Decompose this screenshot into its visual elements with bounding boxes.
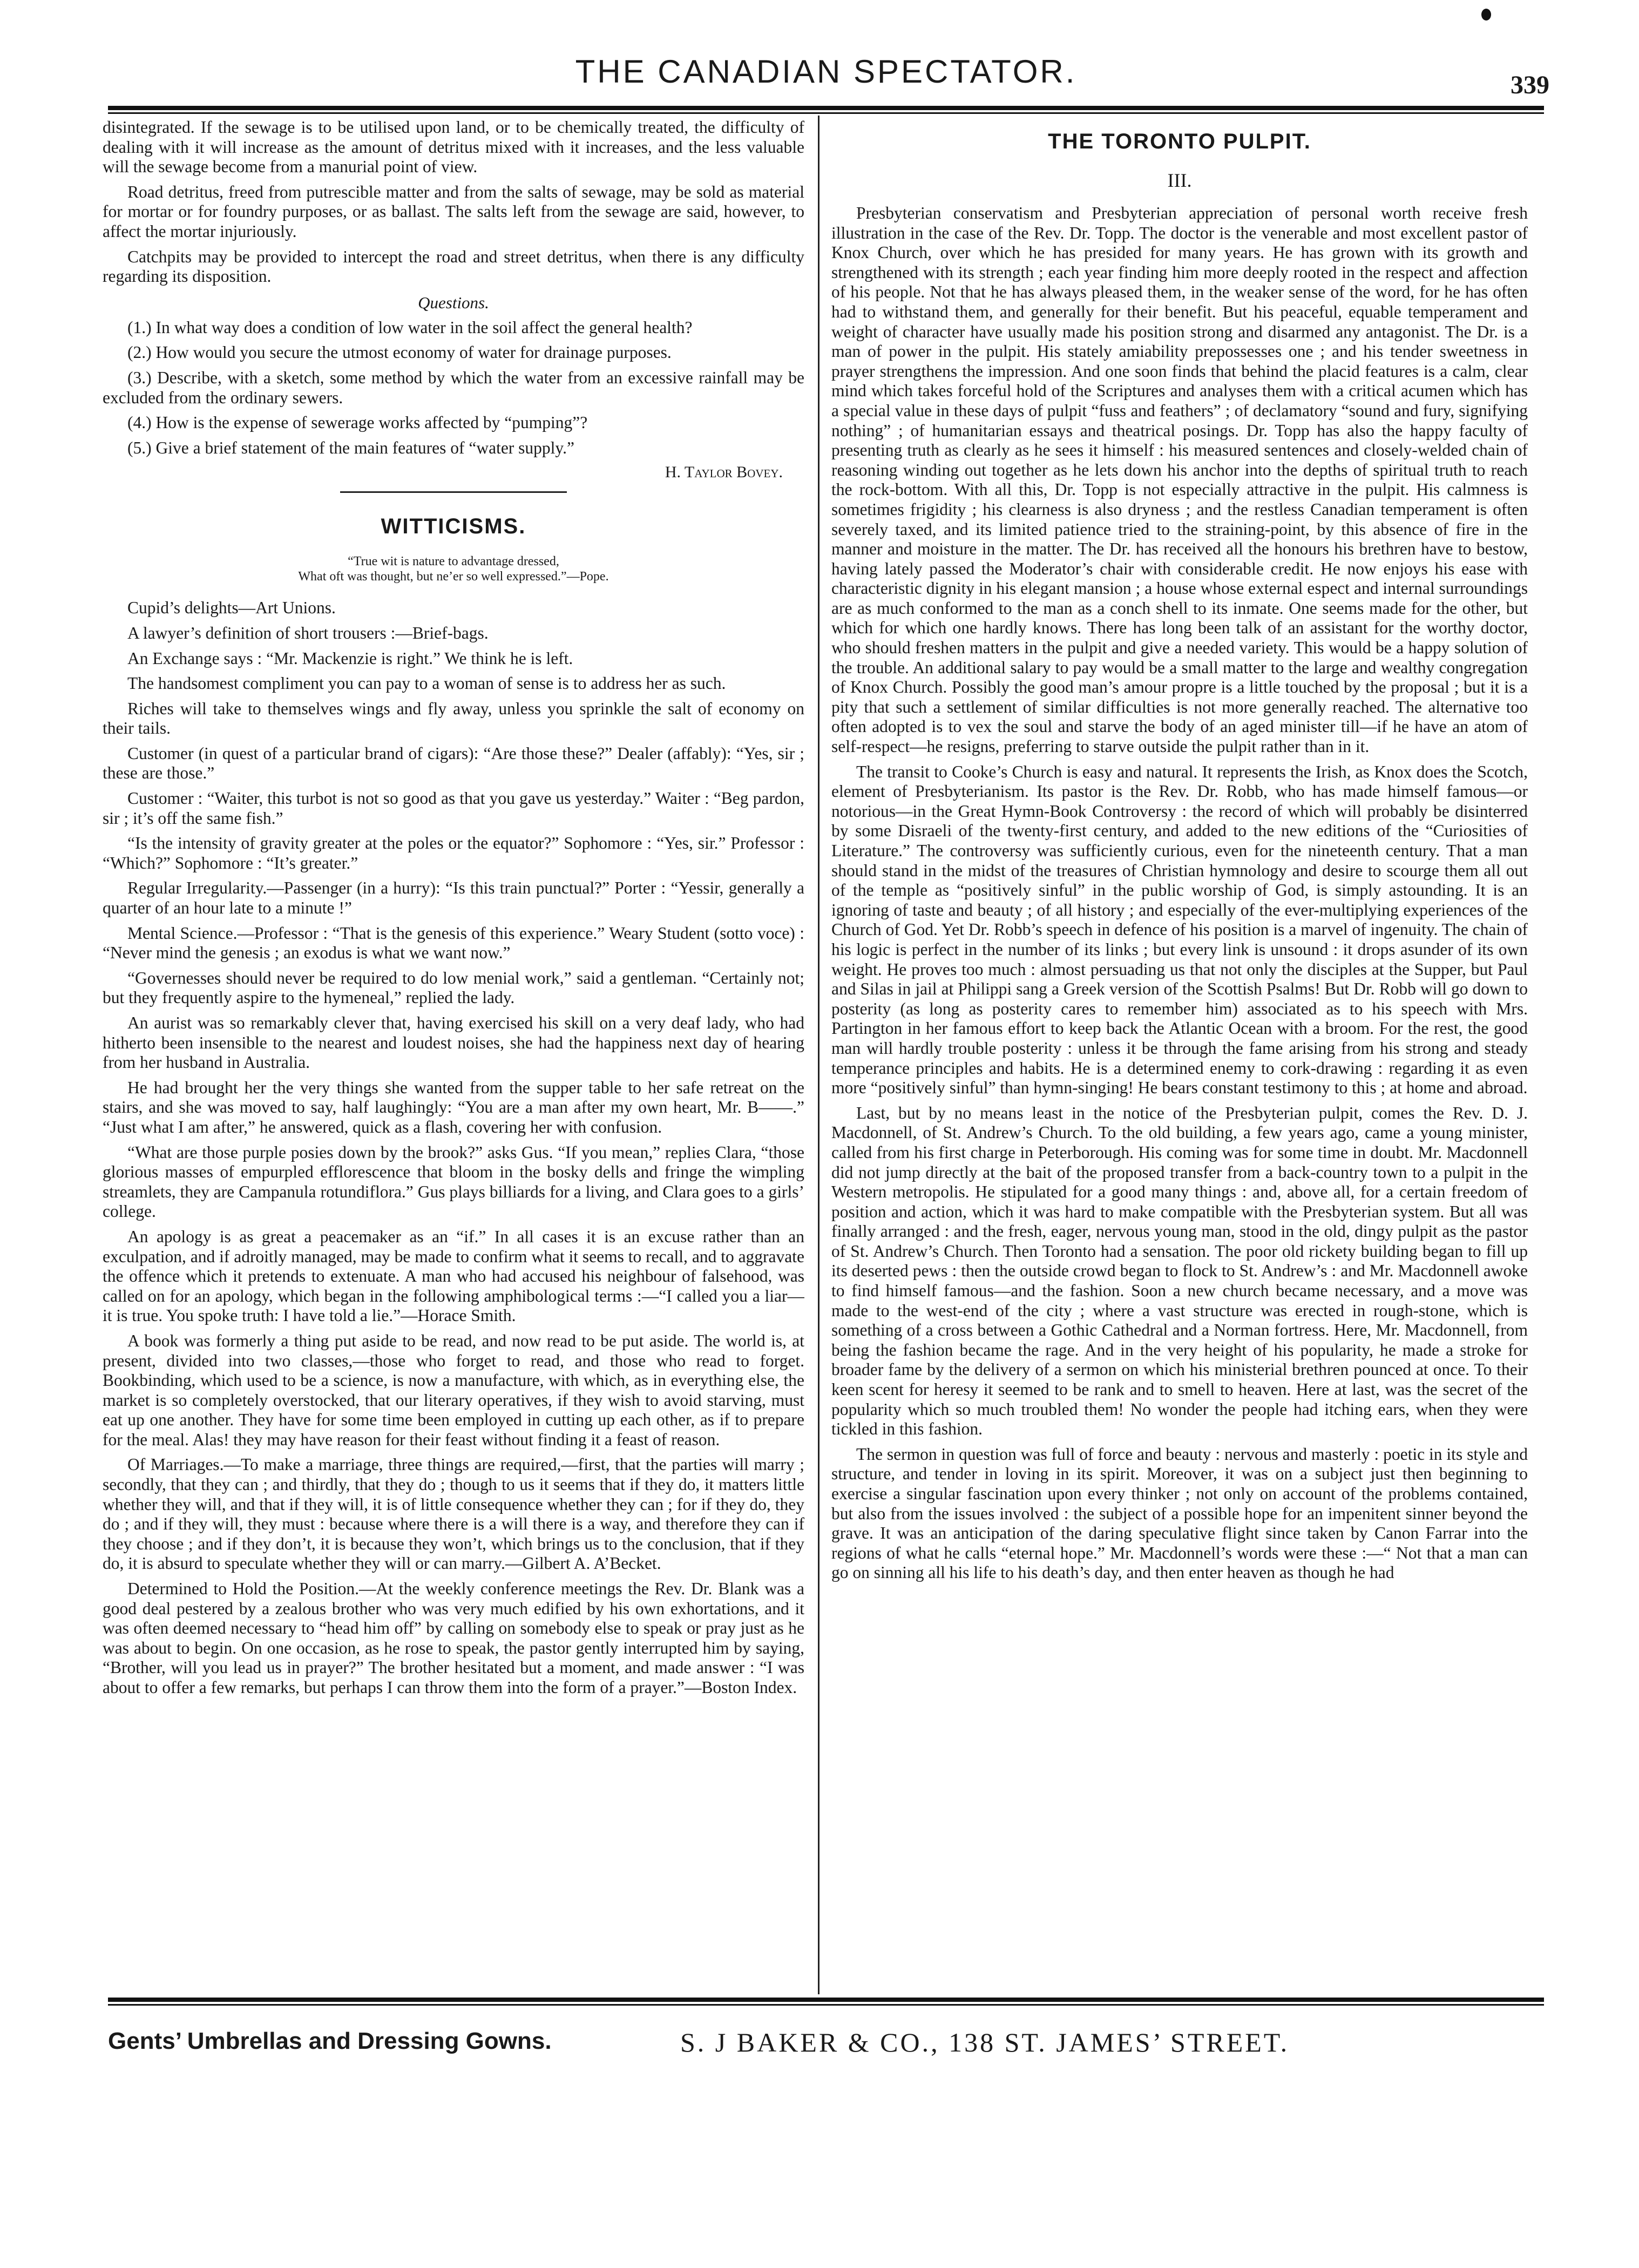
footer-rule-thick: [108, 1998, 1544, 2002]
epigraph-line: “True wit is nature to advantage dressed,: [348, 554, 559, 569]
footer-advertisement: [108, 2023, 1544, 2072]
article-part-number: III.: [1167, 170, 1192, 191]
paragraph: The transit to Cooke’s Church is easy and natural. It represents the Irish, as Knox does the Scotch, element of Presbyterianism. Its pastor is the Rev. Dr. Robb, who has made himself famous—or notorious—in the Great Hymn-Book Controversy : the record of which will probably be disinterred by some Disraeli of the twenty-first century, and added to the new editions of the “Curiosities of Literature.” The controversy was sufficiently curious, even for the nineteenth century. That a man should stand in the midst of the treasures of Christian hymnology and desire to scourge them all out of the temple as “positively sinful” in the public worship of God, is simply astounding. It is an ignoring of taste and beauty ; of all history ; and especially of the ever-multiplying experiences of the Church of God. Yet Dr. Robb’s speech in defence of his position is a marvel of ingenuity. The chain of his logic is perfect in the number of its links ; but every link is unsound : it drops asunder of its own weight. He proves too much : almost persuading us that not only the disciples at the Supper, but Paul and Silas in jail at Philippi sang a Greek version of the Scottish Psalms! But Dr. Robb will go down to posterity (as long as posterity cares to remember him) associated as to his speech with Mrs. Partington in her famous effort to keep back the Atlantic Ocean with a broom. For the rest, the good man will hardly trouble posterity : unless it be through the fame arising from his strong and steady temperance principles and habits. He is a determined enemy to cork-drawing : regarding it as even more “positively sinful” than hymn-singing! He bears constant testimony to this ; at home and abroad.: [831, 762, 1528, 1098]
witticism: “Is the intensity of gravity greater at the poles or the equator?” Sophomore : “Yes, sir.” Professor : “Which?” Sophomore : “It’s greater.”: [103, 834, 804, 872]
witticism: He had brought her the very things she wanted from the supper table to her safe retreat on the stairs, and she was moved to say, half laughingly: “You are a man after my own heart, Mr. B——.” “Just what I am after,” he answered, quick as a flash, covering her with confusion.: [103, 1078, 804, 1136]
paragraph: Presbyterian conservatism and Presbyterian appreciation of personal worth receive fresh illustration in the case of the Rev. Dr. Topp. The doctor is the venerable and most excellent pastor of Knox Church, over which he has presided for many years. He has grown with its growth and strengthened with its strength ; each year finding him more deeply rooted in the respect and affection of his people. Not that he has always pleased them, in the weaker sense of the word, for he has often had to withstand them, and generally for their benefit. But his peaceful, equable temperament and weight of character have usually made his position strong and disarmed any antagonist. The Dr. is a man of power in the pulpit. His stately amiability prepossesses one ; and his tender sweetness in prayer strengthens the impression. And one soon finds that behind the placid features is a calm, clear mind which takes forceful hold of the Scriptures and analyses them with a critical acumen which has a special value in these days of pulpit “fuss and feathers” ; of declamatory “sound and fury, signifying nothing” ; of humanitarian essays and theatrical posings. Dr. Topp has also the happy faculty of presenting truth as clearly as he sees it himself : his measured sentences and closely-welded chain of reasoning winding out together as he lets down his anchor into the depths of spiritual truth to reach the rock-bottom. With all this, Dr. Topp is not especially attractive in the pulpit. His calmness is sometimes frigidity ; his clearness is also dryness ; and the restless Canadian temperament is often severely taxed, and its limited patience tried to the straining-point, by this absence of fire in the manner and moisture in the matter. The Dr. has received all the honours his brethren have to bestow, having lately passed the Moderator’s chair with considerable credit. He now enjoys his ease with characteristic dignity in his elegant mansion ; a house whose external espect and internal surroundings are as much conformed to the man as a conch shell to its inmate. One seems made for the other, but which for which one hardly knows. There has long been talk of an assistant for the worthy doctor, who should freshen matters in the pulpit and give a needed variety. This would be a happy solution of the trouble. An additional salary to pay would be a small matter to the large and wealthy congregation of Knox Church. Possibly the good man’s amour propre is a little touched by the proposal ; but it is a pity that such a settlement of similar difficulties is not more generally reached. The alternative too often adopted is to vex the soul and starve the body of an aged minister till—if he have an atom of self-respect—he resigns, preferring to starve outside the pulpit rather than in it.: [831, 204, 1528, 756]
witticism: An apology is as great a peacemaker as an “if.” In all cases it is an excuse rather than an exculpation, and if adroitly managed, may be made to confirm what it seems to recall, and to aggravate the offence which it pretends to extenuate. A man who had accused his neighbour of falsehood, was called on for an apology, which began in the following amphibological terms :—“I called you a liar—it is true. You spoke truth: I have told a lie.”—Horace Smith.: [103, 1227, 804, 1325]
header-rule-thick: [108, 106, 1544, 110]
questions-heading: Questions.: [418, 293, 489, 312]
witticism: An aurist was so remarkably clever that, having exercised his skill on a very deaf lady, who had hitherto been insensible to the nearest and loudest noises, she had the happiness next day of hearing from her husband in Australia.: [103, 1013, 804, 1072]
article-title: THE TORONTO PULPIT.: [1048, 130, 1311, 153]
witticism: Customer (in quest of a particular brand of cigars): “Are those these?” Dealer (affably): “Yes, sir ; these are those.”: [103, 743, 804, 783]
witticism: Cupid’s delights—Art Unions.: [127, 598, 336, 618]
page-number: 339: [1511, 71, 1549, 99]
epigraph-line: What oft was thought, but ne’er so well expressed.”—Pope.: [298, 570, 609, 584]
paragraph: disintegrated. If the sewage is to be utilised upon land, or to be chemically treated, the difficulty of dealing with it will increase as the amount of detritus mixed with it increases, and the less valuable will the sewage become from a manurial point of view.: [103, 118, 804, 177]
footer-ad-right: S. J BAKER & CO., 138 ST. JAMES’ STREET.: [680, 2027, 1290, 2057]
witticism: Mental Science.—Professor : “That is the genesis of this experience.” Weary Student (sotto voce) : “Never mind the genesis ; an exodus is what we want now.”: [103, 923, 804, 963]
paragraph: Last, but by no means least in the notice of the Presbyterian pulpit, comes the Rev. D. J. Macdonnell, of St. Andrew’s Church. To the old building, a few years ago, came a young minister, called from his first charge in Peterborough. His coming was for some time in doubt. Mr. Macdonnell did not jump directly at the bait of the proposed transfer from a back-country town to a pulpit in the Western metropolis. He stipulated for a good many things : and, above all, for a certain freedom of position and action, which it was hard to make compatible with the Presbyterian system. But all was finally arranged : and the fresh, eager, nervous young man, stood in the old, dingy pulpit as the pastor of St. Andrew’s Church. Then Toronto had a sensation. The poor old rickety building began to fill up its deserted pews : then the outside crowd began to flock to St. Andrew’s : and Mr. Macdonnell awoke to find himself famous—and the fashion. Soon a new church became necessary, and a move was made to the west-end of the city ; where a vast structure was erected in rough-stone, which is something of a cross between a Gothic Cathedral and a Norman fortress. Here, Mr. Macdonnell, from being the fashion became the rage. And in the very height of his popularity, he made a stroke for broader fame by the delivery of a sermon on which his ministerial brethren pounced at once. To their keen scent for heresy it seemed to be rank and to smell to heaven. Here at last, was the secret of the popularity which so much troubled them! No wonder the people had itching ears, when they were tickled in this fashion.: [831, 1103, 1528, 1439]
witticism: Customer : “Waiter, this turbot is not so good as that you gave us yesterday.” Waiter : “Beg pardon, sir ; it’s off the same fish.”: [103, 789, 804, 828]
witticism: Riches will take to themselves wings and fly away, unless you sprinkle the salt of economy on their tails.: [103, 699, 804, 738]
witticism: “What are those purple posies down by the brook?” asks Gus. “If you mean,” replies Clara, “those glorious masses of empurpled efflorescence that bloom in the bosky dells and fringe the wimpling streamlets, they are Campanula rotundiflora.” Gus plays billiards for a living, and Clara goes to a girls’ college.: [103, 1142, 804, 1221]
witticism: A lawyer’s definition of short trousers :—Brief-bags.: [127, 623, 489, 642]
witticisms-title: WITTICISMS.: [381, 514, 526, 539]
paragraph: Road detritus, freed from putrescible matter and from the salts of sewage, may be sold as material for mortar or for foundry purposes, or as ballast. The salts left from the sewage are said, however, to affect the mortar injuriously.: [103, 182, 804, 241]
witticism: A book was formerly a thing put aside to be read, and now read to be put aside. The world is, at present, divided into two classes,—those who forget to read, and those who read to forget. Bookbinding, which used to be a science, is now a manufacture, with which, as in everything else, the market is so completely overstocked, that our literary operatives, if they wish to avoid starving, must eat up one another. They have for some time been employed in cutting up each other, as if to prepare for the meal. Alas! they may have reason for their feast without finding it a feast of reason.: [103, 1331, 804, 1449]
question-item: (3.) Describe, with a sketch, some method by which the water from an excessive rainfall may be excluded from the ordinary sewers.: [103, 368, 804, 407]
witticism: An Exchange says : “Mr. Mackenzie is right.” We think he is left.: [127, 648, 573, 668]
corner-mark: [1481, 9, 1491, 21]
witticism: Regular Irregularity.—Passenger (in a hurry): “Is this train punctual?” Porter : “Yessir, generally a quarter of an hour late to a minute !”: [103, 878, 804, 918]
footer-ad-left: Gents’ Umbrellas and Dressing Gowns.: [108, 2028, 552, 2054]
witticism: Determined to Hold the Position.—At the weekly conference meetings the Rev. Dr. Blank was a good deal pestered by a zealous brother who was very much edified by his own exhortations, and it was often deemed necessary to “head him off” by calling on somebody else to speak or pray just as he was about to begin. On one occasion, as he rose to speak, the pastor gently interrupted him by saying, “Brother, will you lead us in prayer?” The brother hesitated but a moment, and made answer : “I was about to offer a few remarks, but perhaps I can throw them into the form of a prayer.”—Boston Index.: [103, 1579, 804, 1697]
author-signature: H. Taylor Bovey.: [665, 463, 783, 482]
paragraph: Catchpits may be provided to intercept the road and street detritus, when there is any difficulty regarding its disposition.: [103, 247, 804, 286]
epigraph: [103, 554, 804, 584]
right-column: [831, 118, 1528, 1991]
publication-title: THE CANADIAN SPECTATOR.: [575, 53, 1077, 90]
question-item: (1.) In what way does a condition of low water in the soil affect the general health?: [127, 317, 693, 337]
column-divider: [818, 116, 819, 1994]
witticism: “Governesses should never be required to do low menial work,” said a gentleman. “Certainly not; but they frequently aspire to the hymeneal,” replied the lady.: [103, 968, 804, 1007]
masthead: [108, 49, 1549, 108]
header-rule-thin: [108, 112, 1544, 114]
question-item: (4.) How is the expense of sewerage works affected by “pumping”?: [127, 413, 588, 432]
witticism: Of Marriages.—To make a marriage, three things are required,—first, that the parties will marry ; secondly, that they can ; and thirdly, that they do ; though to us it seems that if they do, it matters little whether they will, and that if they will, it is of little consequence whether they can ; for if they do, they do ; and if they will, they must : because where there is a will there is a way, and therefore they can if they choose ; and if they don’t, it is because they won’t, which brings us to the conclusion, that if they do, it is absurd to speculate whether they will or can marry.—Gilbert A. A’Becket.: [103, 1455, 804, 1573]
paragraph: The sermon in question was full of force and beauty : nervous and masterly : poetic in its style and structure, and tender in loving in its spirit. Moreover, it was on a subject just then beginning to exercise a singular fascination upon every thinker ; not only on account of the problems contained, but also from the issues involved : the subject of a possible hope for an impenitent sinner beyond the grave. It was an anticipation of the daring speculative flight since taken by Canon Farrar into the regions of what he calls “eternal hope.” Mr. Macdonnell’s words were these :—“ Not that a man can go on sinning all his life to his death’s day, and then enter heaven as though he had: [831, 1444, 1528, 1582]
left-column: [103, 118, 804, 1991]
section-divider: [340, 491, 567, 493]
witticism: The handsomest compliment you can pay to a woman of sense is to address her as such.: [127, 674, 726, 693]
footer-rule-thin: [108, 2004, 1544, 2006]
question-item: (2.) How would you secure the utmost economy of water for drainage purposes.: [127, 343, 672, 362]
question-item: (5.) Give a brief statement of the main features of “water supply.”: [127, 438, 574, 457]
